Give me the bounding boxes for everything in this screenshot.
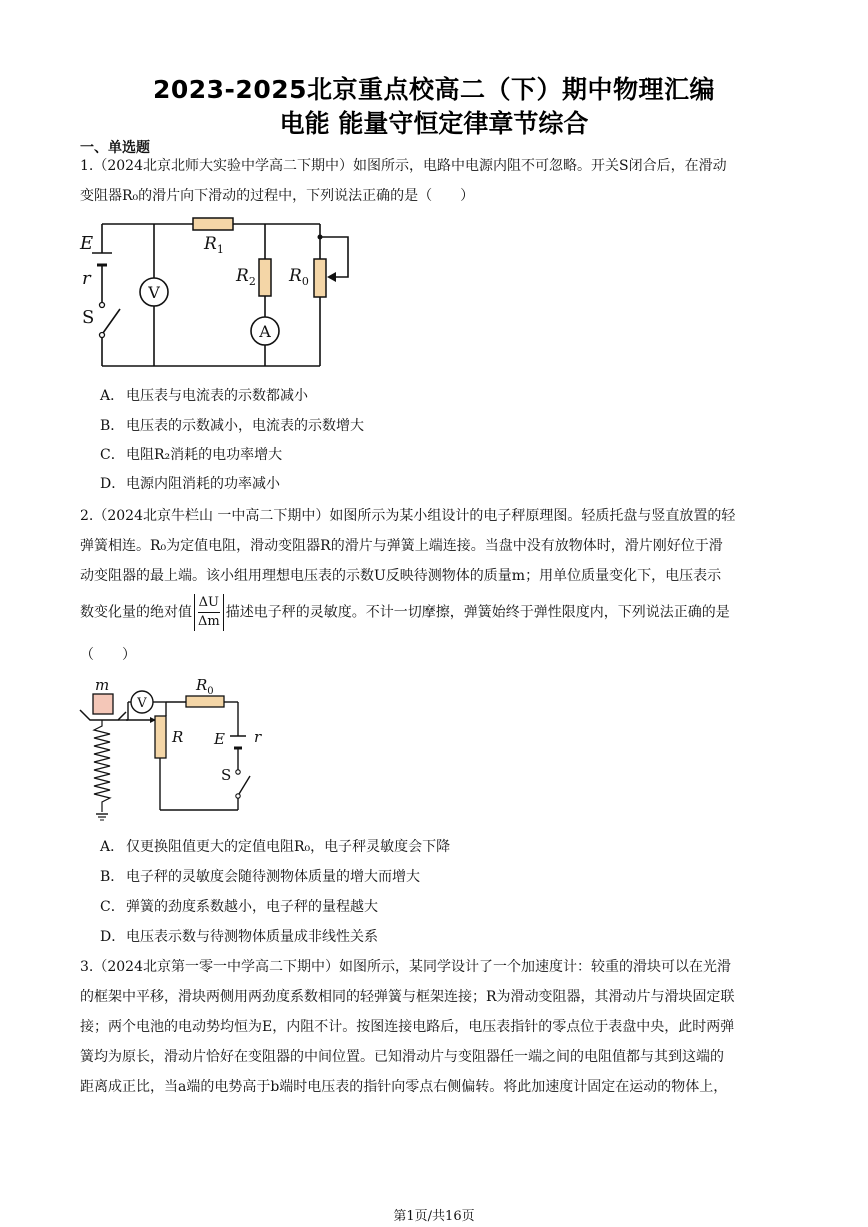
sensitivity-fraction: $\frac{\Delta U}{\Delta m}$ xyxy=(194,594,224,631)
q3-stem-line2: 的框架中平移，滑块两侧用两劲度系数相同的轻弹簧与框架连接；R为滑动变阻器，其滑动片与滑块固定联 xyxy=(80,989,735,1005)
q2-switch-terminal-bottom xyxy=(236,794,240,798)
svg-text:E: E xyxy=(80,233,94,254)
svg-text:R2: $R_2$ xyxy=(236,266,256,288)
q3-stem-line3: 接；两个电池的电动势均恒为E，内阻不计。按图连接电路后，电压表指针的零点位于表盘中央，此时两弹 xyxy=(80,1019,735,1035)
page-number: 第1页/共16页 xyxy=(393,1209,475,1224)
q2-stem-line1: 2.（2024北京牛栏山 一中高二下期中）如图所示为某小组设计的电子秤原理图。轻质托盘与竖直放置的轻 xyxy=(80,508,736,524)
q1-switch-blade xyxy=(103,309,120,333)
q2-switch-blade xyxy=(239,776,250,794)
q1-option-b[interactable]: B． 电压表的示数减小，电流表的示数增大 xyxy=(100,418,364,434)
q1-option-d[interactable]: D．电源内阻消耗的功率减小 xyxy=(100,476,280,492)
q2-option-d[interactable]: D．电压表示数与待测物体质量成非线性关系 xyxy=(100,929,378,945)
q2-rheostat-R xyxy=(155,716,166,758)
svg-text:S: S xyxy=(221,766,232,784)
q1-rheostat-R0 xyxy=(314,259,326,297)
q1-option-a[interactable]: A． 电压表与电流表的示数都减小 xyxy=(100,388,308,404)
q3-stem-line4: 簧均为原长，滑动片恰好在变阻器的中间位置。已知滑动片与变阻器任一端之间的电阻值都与其到这端的 xyxy=(80,1049,724,1065)
q2-resistor-R0 xyxy=(186,696,224,707)
svg-text:E: E xyxy=(214,730,225,748)
q2-option-a[interactable]: A． 仅更换阻值更大的定值电阻R₀，电子秤灵敏度会下降 xyxy=(100,839,451,855)
q2-circuit-figure xyxy=(78,672,278,832)
svg-text:m: m xyxy=(95,676,110,694)
document-title: 2023-2025北京重点校高二（下）期中物理汇编 xyxy=(152,75,716,104)
section-heading: 一、单选题 xyxy=(80,140,150,156)
svg-text:R0: $R_0$ xyxy=(289,266,309,288)
svg-text:r: r xyxy=(82,268,91,289)
svg-text:V: V xyxy=(137,696,147,711)
svg-text:r: r xyxy=(254,728,262,746)
q2-switch-terminal-top xyxy=(236,770,240,774)
q2-stem-line4: 数变化量的绝对值 $\frac{\Delta U}{\Delta m}$ 描述电子秤的灵敏度。不计一切摩擦，弹簧始终于弹性限度内，下列说法正确的是 xyxy=(80,595,730,629)
q1-option-c[interactable]: C．电阻R₂消耗的电功率增大 xyxy=(100,447,283,463)
q2-option-c[interactable]: C．弹簧的劲度系数越小，电子秤的量程越大 xyxy=(100,899,378,915)
q2-stem-line3: 动变阻器的最上端。该小组用理想电压表的示数U反映待测物体的质量m；用单位质量变化下，电压表示 xyxy=(80,568,722,584)
svg-text:R: R xyxy=(172,728,184,746)
q2-mass-block xyxy=(93,694,113,714)
svg-text:R0: $R_0$ xyxy=(196,676,214,697)
svg-text:S: S xyxy=(82,307,95,328)
svg-text:V: V xyxy=(148,283,160,302)
q2-stem-line2: 弹簧相连。R₀为定值电阻，滑动变阻器R的滑片与弹簧上端连接。当盘中没有放物体时，滑片刚好位于滑 xyxy=(80,538,723,554)
svg-text:R1: $R_1$ xyxy=(204,234,224,256)
q2-option-b[interactable]: B． 电子秤的灵敏度会随待测物体质量的增大而增大 xyxy=(100,869,420,885)
q2-spring xyxy=(94,720,110,812)
q1-stem-line2: 变阻器R₀的滑片向下滑动的过程中，下列说法正确的是（ ） xyxy=(80,188,475,204)
q3-stem-line5: 距离成正比，当a端的电势高于b端时电压表的指针向零点右侧偏转。将此加速度计固定在运动的物体上， xyxy=(80,1079,728,1095)
document-subtitle: 电能 能量守恒定律章节综合 xyxy=(279,109,589,138)
svg-text:A: A xyxy=(259,322,271,341)
q1-slider-arrow xyxy=(327,272,336,282)
q2-stem-line5: （ ） xyxy=(80,647,136,663)
q1-switch-terminal-top xyxy=(100,303,105,308)
q1-junction-dot xyxy=(318,235,323,240)
q1-circuit-figure xyxy=(70,205,360,375)
q1-resistor-R1 xyxy=(193,218,233,230)
q1-stem-line1: 1.（2024北京北师大实验中学高二下期中）如图所示，电路中电源内阻不可忽略。开关S闭合后，在滑动 xyxy=(80,158,727,174)
q3-stem-line1: 3.（2024北京第一零一中学高二下期中）如图所示，某同学设计了一个加速度计：较重的滑块可以在光滑 xyxy=(80,959,731,975)
q1-resistor-R2 xyxy=(259,259,271,296)
